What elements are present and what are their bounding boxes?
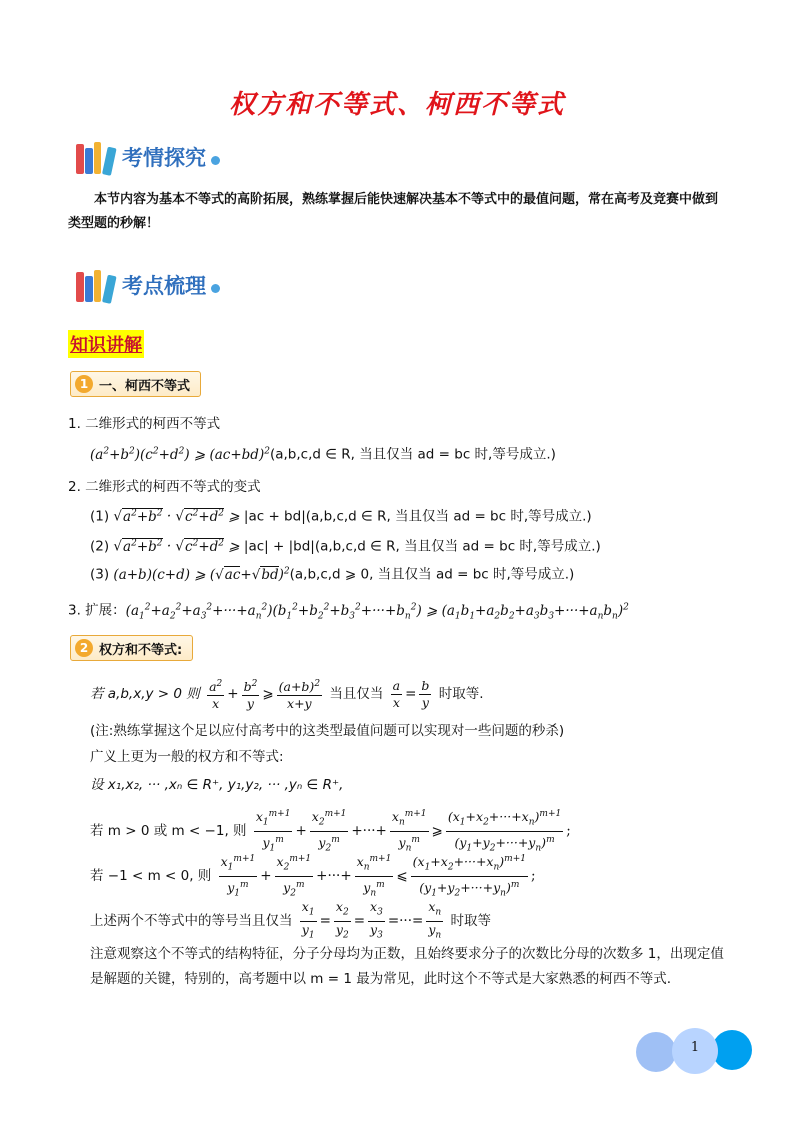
page-number: 1 [690,1040,700,1055]
power-remark: 注意观察这个不等式的结构特征，分子分母均为正数，且始终要求分子的次数比分母的次数多 1，出现定值是解题的关键，特别的，高考题中以 m = 1 最为常见，此时这个不等式是大家熟悉的柯西不等式. [90,946,724,987]
power-basic-formula: 若 a,b,x,y > 0 则 $\frac{a^2}{x}$ + $\frac{b^2}{y}$ ⩾ $\frac{(a+b)^2}{x+y}$ 当且仅当 $\frac{a}{x}$ = $\frac{b}{y}$ 时取等. [90,677,484,712]
power-line1-end: 时取等. [438,686,484,703]
cauchy-item1-title: 1. 二维形式的柯西不等式 [68,416,221,432]
intro-paragraph: 本节内容为基本不等式的高阶拓展，熟练掌握后能快速解决基本不等式中的最值问题，常在高考及竞赛中做到类型题的秒解！ [68,192,719,231]
dot-icon [211,284,220,293]
section-header-kaoqing [76,140,220,174]
power-note: (注:熟练掌握这个足以应付高考中的这类型最值问题可以实现对一些问题的秒杀) [90,723,565,739]
power-case1-cond: 若 m > 0 或 m < −1, 则 [90,823,247,840]
power-equality-pre: 上述两个不等式中的等号当且仅当 [90,913,293,929]
topic-number-badge: 2 [75,639,93,657]
section-title-kaoqing: 考情探究 [122,146,206,170]
power-line1-condition: 若 a,b,x,y > 0 则 [90,686,200,703]
dot-icon [211,156,220,165]
topic-label: 一、柯西不等式 [99,378,191,394]
cauchy-item1-cond: (a,b,c,d ∈ R, 当且仅当 ad = bc 时,等号成立.) [269,446,556,463]
cauchy-variant2: (2) $√a^2+b^2 \cdot √c^2+d^2$ ⩾ |ac| + |bd|(a,b,c,d ∈ R, 当且仅当 ad = bc 时,等号成立.) [90,538,601,555]
cauchy-variant3-cond: (a,b,c,d ⩾ 0, 当且仅当 ad = bc 时,等号成立.) [289,566,575,583]
page-decoration-circle [712,1030,752,1070]
power-equality-post: 时取等 [450,913,491,929]
topic-number-badge: 1 [75,375,93,393]
power-case2-cond: 若 −1 < m < 0, 则 [90,868,212,885]
power-case1-formula: 若 m > 0 或 m < −1, 则 $\frac{x_1^{m+1}}{y_1^m}$ + $\frac{x_2^{m+1}}{y_2^m}$ +···+ $\frac{x_n^{m+1}}{y_n^m}$ ⩾ $\frac{(x_1+x_2+\cdot\cdot\cdot+x_n)^{m+1}}{(y_1+y_2+\cdot\cdot\cdot+y_n)^m}$ ; [90,806,571,856]
page-title: 权方和不等式、柯西不等式 [228,90,565,120]
cauchy-variant2-cond: |ac| + |bd|(a,b,c,d ∈ R, 当且仅当 ad = bc 时,等号成立.) [243,538,601,555]
cauchy-item3-title: 3. 扩展： [68,602,126,619]
section-title-kaodian: 考点梳理 [122,274,206,298]
power-general: 广义上更为一般的权方和不等式: [90,749,284,765]
cauchy-variant1: (1) $√a^2+b^2 \cdot √c^2+d^2$ ⩾ |ac + bd|(a,b,c,d ∈ R, 当且仅当 ad = bc 时,等号成立.) [90,508,592,525]
power-line1-when: 当且仅当 [329,686,384,703]
power-case2-formula: 若 −1 < m < 0, 则 $\frac{x_1^{m+1}}{y_1^m}$ + $\frac{x_2^{m+1}}{y_2^m}$ +···+ $\frac{x_n^{m+1}}{y_n^m}$ ⩽ $\frac{(x_1+x_2+\cdot\cdot\cdot+x_n)^{m+1}}{(y_1+y_2+\cdot\cdot\cdot+y_n)^m}$ ; [90,851,536,901]
cauchy-item3: 3. 扩展：$(a_1^2+a_2^2+a_3^2+\cdot\cdot\cdot+a_n^2)(b_1^2+b_2^2+b_3^2+\cdot\cdot\cdot+b_n^2)$ ⩾ $(a_1b_1+a_2b_2+a_3b_3+\cdot\cdot\cdot+a_nb_n)^2$ [68,602,629,622]
power-equality: 上述两个不等式中的等号当且仅当 $\frac{x_1}{y_1}$ = $\frac{x_2}{y_2}$ = $\frac{x_3}{y_3}$ =···= $\frac{x_n}{y_n}$ 时取等 [90,899,491,940]
power-setup: 设 x₁,x₂, ··· ,xₙ ∈ R⁺, y₁,y₂, ··· ,yₙ ∈ R⁺, [90,777,344,793]
cauchy-item1-formula: $(a^2+b^2)(c^2+d^2)$ ⩾ $(ac+bd)^2(a,b,c,d$ ∈ R, 当且仅当 ad = bc 时,等号成立.) [90,446,556,463]
topic-pill-cauchy [70,371,201,397]
section-header-kaodian [76,268,220,302]
cauchy-variant3: (3) (a+b)(c+d) ⩾ $(√ac+√bd)^2(a,b,c,d$ ⩾ 0, 当且仅当 ad = bc 时,等号成立.) [90,566,575,583]
cauchy-item2-title: 2. 二维形式的柯西不等式的变式 [68,479,261,495]
knowledge-heading: 知识讲解 [68,330,144,358]
books-icon [76,140,118,174]
topic-pill-power-sum [70,635,193,661]
topic-label: 权方和不等式: [99,642,183,658]
page-decoration-circle [636,1032,676,1072]
cauchy-variant1-cond: |ac + bd|(a,b,c,d ∈ R, 当且仅当 ad = bc 时,等号成立.) [243,508,592,525]
books-icon [76,268,118,302]
